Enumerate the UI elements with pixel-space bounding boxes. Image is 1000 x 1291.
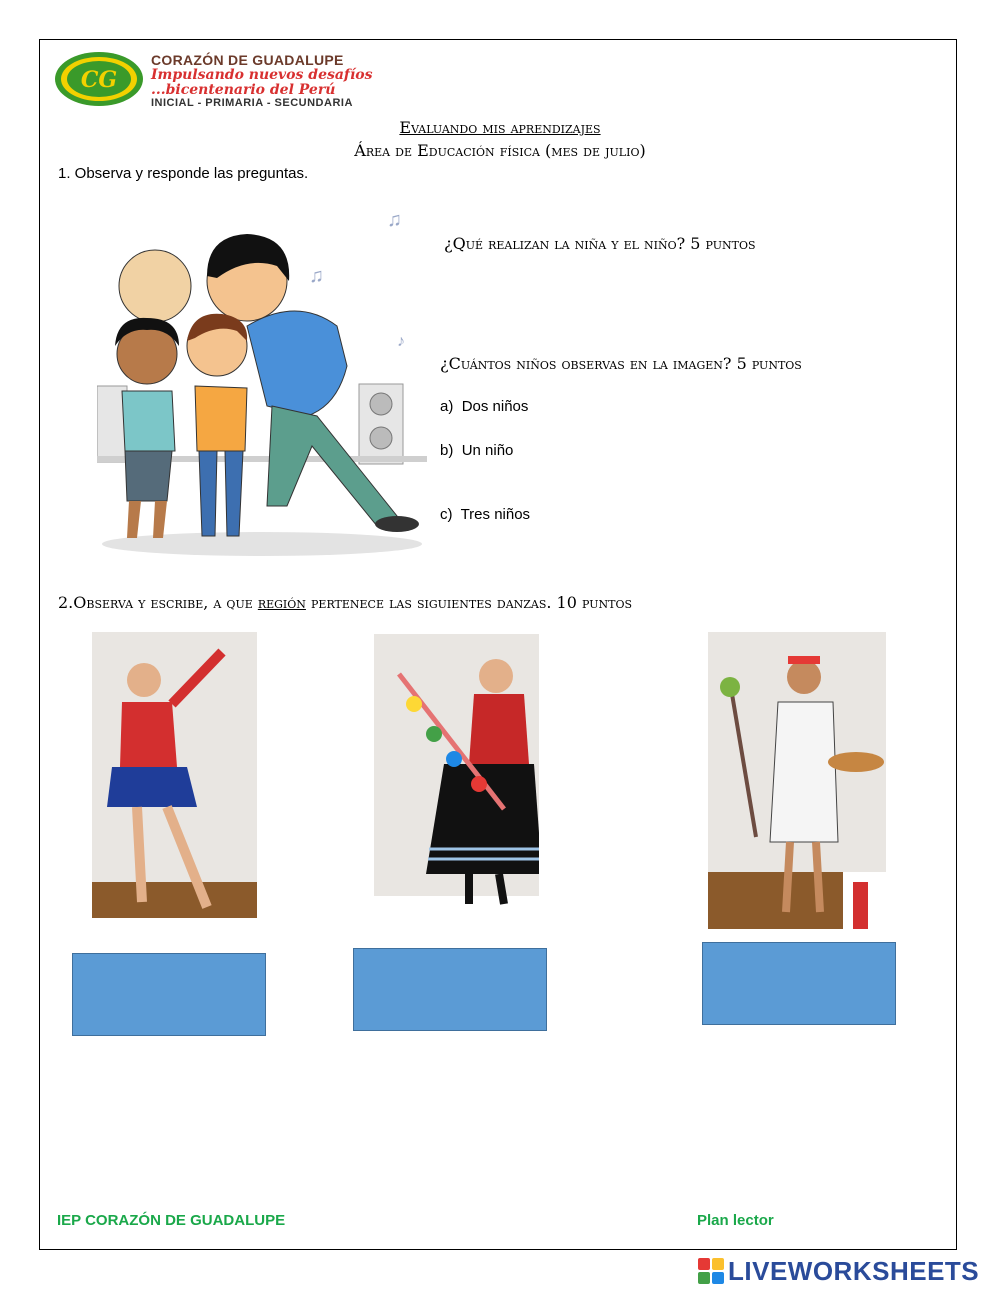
section2-region-word: región bbox=[257, 593, 306, 612]
dance-photo-3 bbox=[708, 632, 886, 929]
dance-photo-2 bbox=[374, 634, 539, 932]
section2-prefix: 2.Observa y escribe, a que bbox=[58, 593, 258, 612]
section2-suffix: pertenece las siguientes danzas. 10 puntos bbox=[305, 593, 633, 612]
school-logo-text bbox=[151, 52, 431, 109]
logo-slogan: Impulsando nuevos desafíos bbox=[151, 67, 373, 83]
instruction-1: 1. Observa y responde las preguntas. bbox=[58, 165, 309, 182]
option-a-letter: a) bbox=[440, 398, 454, 415]
footer-school-name: IEP CORAZÓN DE GUADALUPE bbox=[57, 1212, 286, 1229]
option-b-text: Un niño bbox=[461, 442, 514, 459]
option-a[interactable] bbox=[440, 398, 528, 415]
option-b[interactable] bbox=[440, 442, 513, 459]
option-c-text: Tres niños bbox=[460, 506, 531, 523]
section2-instruction bbox=[58, 593, 632, 612]
option-a-text: Dos niños bbox=[461, 398, 529, 415]
logo-monogram: CG bbox=[80, 67, 118, 93]
school-logo bbox=[53, 50, 145, 108]
logo-levels: INICIAL - PRIMARIA - SECUNDARIA bbox=[151, 97, 353, 109]
answer-box-2[interactable] bbox=[353, 948, 547, 1031]
option-b-letter: b) bbox=[440, 442, 454, 459]
dance-photo-1 bbox=[92, 632, 257, 918]
children-dancing-illustration bbox=[97, 206, 427, 558]
answer-box-1[interactable] bbox=[72, 953, 266, 1036]
logo-school-name: CORAZÓN DE GUADALUPE bbox=[151, 52, 344, 68]
svg-text:♫: ♫ bbox=[309, 265, 324, 287]
question-what-doing: ¿Qué realizan la niña y el niño? 5 puntos bbox=[444, 234, 756, 253]
liveworksheets-name: LIVEWORKSHEETS bbox=[728, 1255, 980, 1286]
answer-box-3[interactable] bbox=[702, 942, 896, 1025]
option-c-letter: c) bbox=[440, 506, 453, 523]
footer-plan-lector: Plan lector bbox=[697, 1212, 774, 1229]
svg-text:♪: ♪ bbox=[397, 333, 405, 350]
liveworksheets-logo-icon bbox=[698, 1258, 724, 1284]
liveworksheets-brand[interactable] bbox=[698, 1256, 979, 1286]
page-subtitle: Área de Educación física (mes de julio) bbox=[354, 141, 646, 160]
svg-text:♫: ♫ bbox=[387, 209, 402, 231]
option-c[interactable] bbox=[440, 506, 530, 523]
question-how-many: ¿Cuántos niños observas en la imagen? 5 puntos bbox=[440, 354, 802, 373]
logo-bicentenario: ...bicentenario del Perú bbox=[151, 82, 336, 98]
page-title: Evaluando mis aprendizajes bbox=[399, 118, 601, 137]
